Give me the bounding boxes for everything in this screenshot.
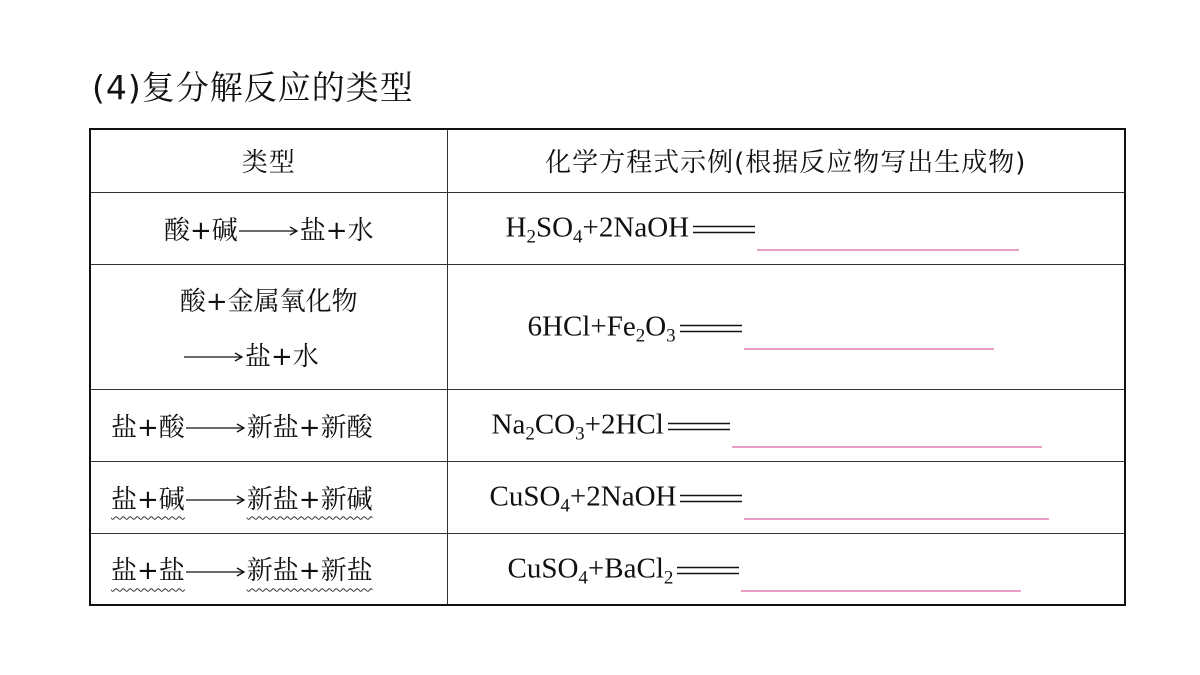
table-row xyxy=(90,192,1125,264)
header-equation: 化学方程式示例(根据反应物写出生成物) xyxy=(447,129,1125,192)
reactants: 盐+酸 xyxy=(111,412,185,443)
reactants: 盐+盐 xyxy=(111,556,185,587)
answer-blank[interactable] xyxy=(741,589,1021,591)
equation-cell xyxy=(447,264,1125,389)
answer-blank[interactable] xyxy=(732,446,1042,448)
equation-cell xyxy=(447,461,1125,533)
equation-text: $H_2SO_4+2NaOH$ xyxy=(505,211,690,248)
equals-sign-icon xyxy=(680,323,742,333)
equals-sign-icon xyxy=(668,422,730,432)
table-header-row xyxy=(90,129,1125,192)
equation-cell xyxy=(447,389,1125,461)
arrow-icon xyxy=(186,565,246,579)
equals-sign-icon xyxy=(680,494,742,504)
equation-cell xyxy=(447,192,1125,264)
products: 盐+水 xyxy=(245,341,319,372)
answer-blank[interactable] xyxy=(744,518,1049,520)
reaction-type xyxy=(90,389,447,461)
equation-text: $Na_2CO_3+2HCl$ xyxy=(491,408,664,445)
equation-text: $6HCl+Fe_2O_3$ xyxy=(527,310,676,346)
reactants: 酸+碱 xyxy=(163,215,238,246)
reaction-type xyxy=(90,533,447,605)
equation-text: CuSO$_4$+2NaOH xyxy=(489,480,677,517)
section-heading: (4)复分解反应的类型 xyxy=(92,68,414,107)
reactants: 盐+碱 xyxy=(111,484,185,515)
table-row xyxy=(90,533,1125,605)
header-type: 类型 xyxy=(90,129,447,192)
arrow-icon xyxy=(239,224,299,238)
equals-sign-icon xyxy=(677,565,739,575)
reaction-type xyxy=(90,192,447,264)
products: 新盐+新盐 xyxy=(246,556,373,587)
arrow-icon xyxy=(184,350,244,364)
equation-text: CuSO$_4$+BaCl$_2$ xyxy=(507,552,674,589)
table-row xyxy=(90,389,1125,461)
reaction-type xyxy=(90,264,447,389)
table-row xyxy=(90,264,1125,389)
products: 新盐+新酸 xyxy=(246,412,373,443)
reaction-types-table xyxy=(89,128,1126,606)
answer-blank[interactable] xyxy=(744,347,994,349)
reaction-type xyxy=(90,461,447,533)
equation-cell xyxy=(447,533,1125,605)
products: 新盐+新碱 xyxy=(246,484,373,515)
table-row xyxy=(90,461,1125,533)
answer-blank[interactable] xyxy=(757,249,1019,251)
arrow-icon xyxy=(186,421,246,435)
products: 盐+水 xyxy=(299,215,374,246)
equals-sign-icon xyxy=(693,225,755,235)
reactants: 酸+金属氧化物 xyxy=(179,286,358,317)
arrow-icon xyxy=(186,493,246,507)
